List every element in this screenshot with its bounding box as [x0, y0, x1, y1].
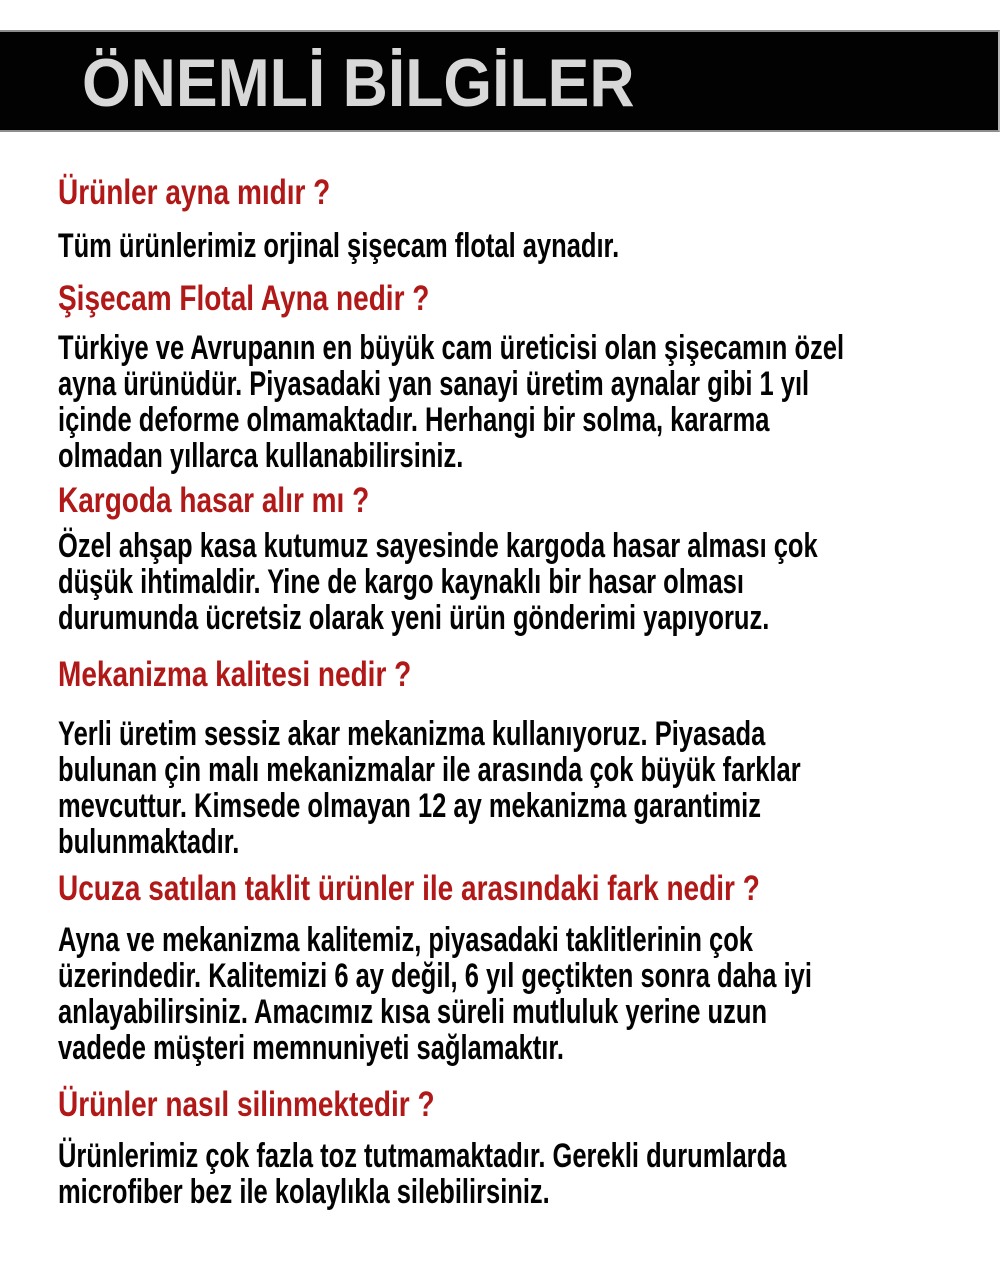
section-body-line: microfiber bez ile kolaylıkla silebilirsiniz. — [58, 1173, 550, 1211]
section-heading: Mekanizma kalitesi nedir ? — [58, 655, 412, 694]
faq-section — [58, 278, 980, 474]
section-body-line: olmadan yıllarca kullanabilirsiniz. — [58, 437, 464, 475]
section-body-line: Türkiye ve Avrupanın en büyük cam üreticisi olan şişecamın özel — [58, 329, 845, 367]
section-body-line: anlayabilirsiniz. Amacımız kısa süreli mutluluk yerine uzun — [58, 993, 768, 1031]
section-body-line: Tüm ürünlerimiz orjinal şişecam flotal aynadır. — [58, 227, 620, 265]
section-body-line: üzerindedir. Kalitemizi 6 ay değil, 6 yıl geçtikten sonra daha iyi — [58, 957, 812, 995]
title-banner — [0, 30, 1000, 132]
section-body-line: vadede müşteri memnuniyeti sağlamaktır. — [58, 1029, 564, 1067]
faq-content — [0, 172, 1000, 1210]
section-heading: Kargoda hasar alır mı ? — [58, 481, 370, 520]
faq-section — [58, 868, 980, 1066]
section-body-line: mevcuttur. Kimsede olmayan 12 ay mekanizma garantimiz — [58, 787, 761, 825]
page-title: ÖNEMLİ BİLGİLER — [82, 45, 635, 121]
section-body-line: Ayna ve mekanizma kalitemiz, piyasadaki taklitlerinin çok — [58, 921, 753, 959]
section-body-line: bulunan çin malı mekanizmalar ile arasında çok büyük farklar — [58, 751, 801, 789]
section-body-line: Ürünlerimiz çok fazla toz tutmamaktadır. Gerekli durumlarda — [58, 1137, 787, 1175]
section-body-line: Özel ahşap kasa kutumuz sayesinde kargoda hasar alması çok — [58, 527, 818, 565]
section-heading: Ürünler ayna mıdır ? — [58, 173, 331, 212]
section-body-line: bulunmaktadır. — [58, 823, 240, 861]
section-body-line: Yerli üretim sessiz akar mekanizma kullanıyoruz. Piyasada — [58, 715, 766, 753]
section-body-line: durumunda ücretsiz olarak yeni ürün gönderimi yapıyoruz. — [58, 599, 770, 637]
section-heading: Şişecam Flotal Ayna nedir ? — [58, 279, 430, 318]
section-heading: Ürünler nasıl silinmektedir ? — [58, 1085, 435, 1124]
faq-section — [58, 654, 980, 860]
section-body-line: ayna ürünüdür. Piyasadaki yan sanayi üretim aynalar gibi 1 yıl — [58, 365, 810, 403]
faq-section — [58, 172, 980, 264]
section-body-line: içinde deforme olmamaktadır. Herhangi bir solma, kararma — [58, 401, 770, 439]
section-body-line: düşük ihtimaldir. Yine de kargo kaynaklı bir hasar olması — [58, 563, 744, 601]
section-heading: Ucuza satılan taklit ürünler ile arasındaki fark nedir ? — [58, 869, 760, 908]
faq-section — [58, 480, 980, 636]
faq-section — [58, 1084, 980, 1210]
